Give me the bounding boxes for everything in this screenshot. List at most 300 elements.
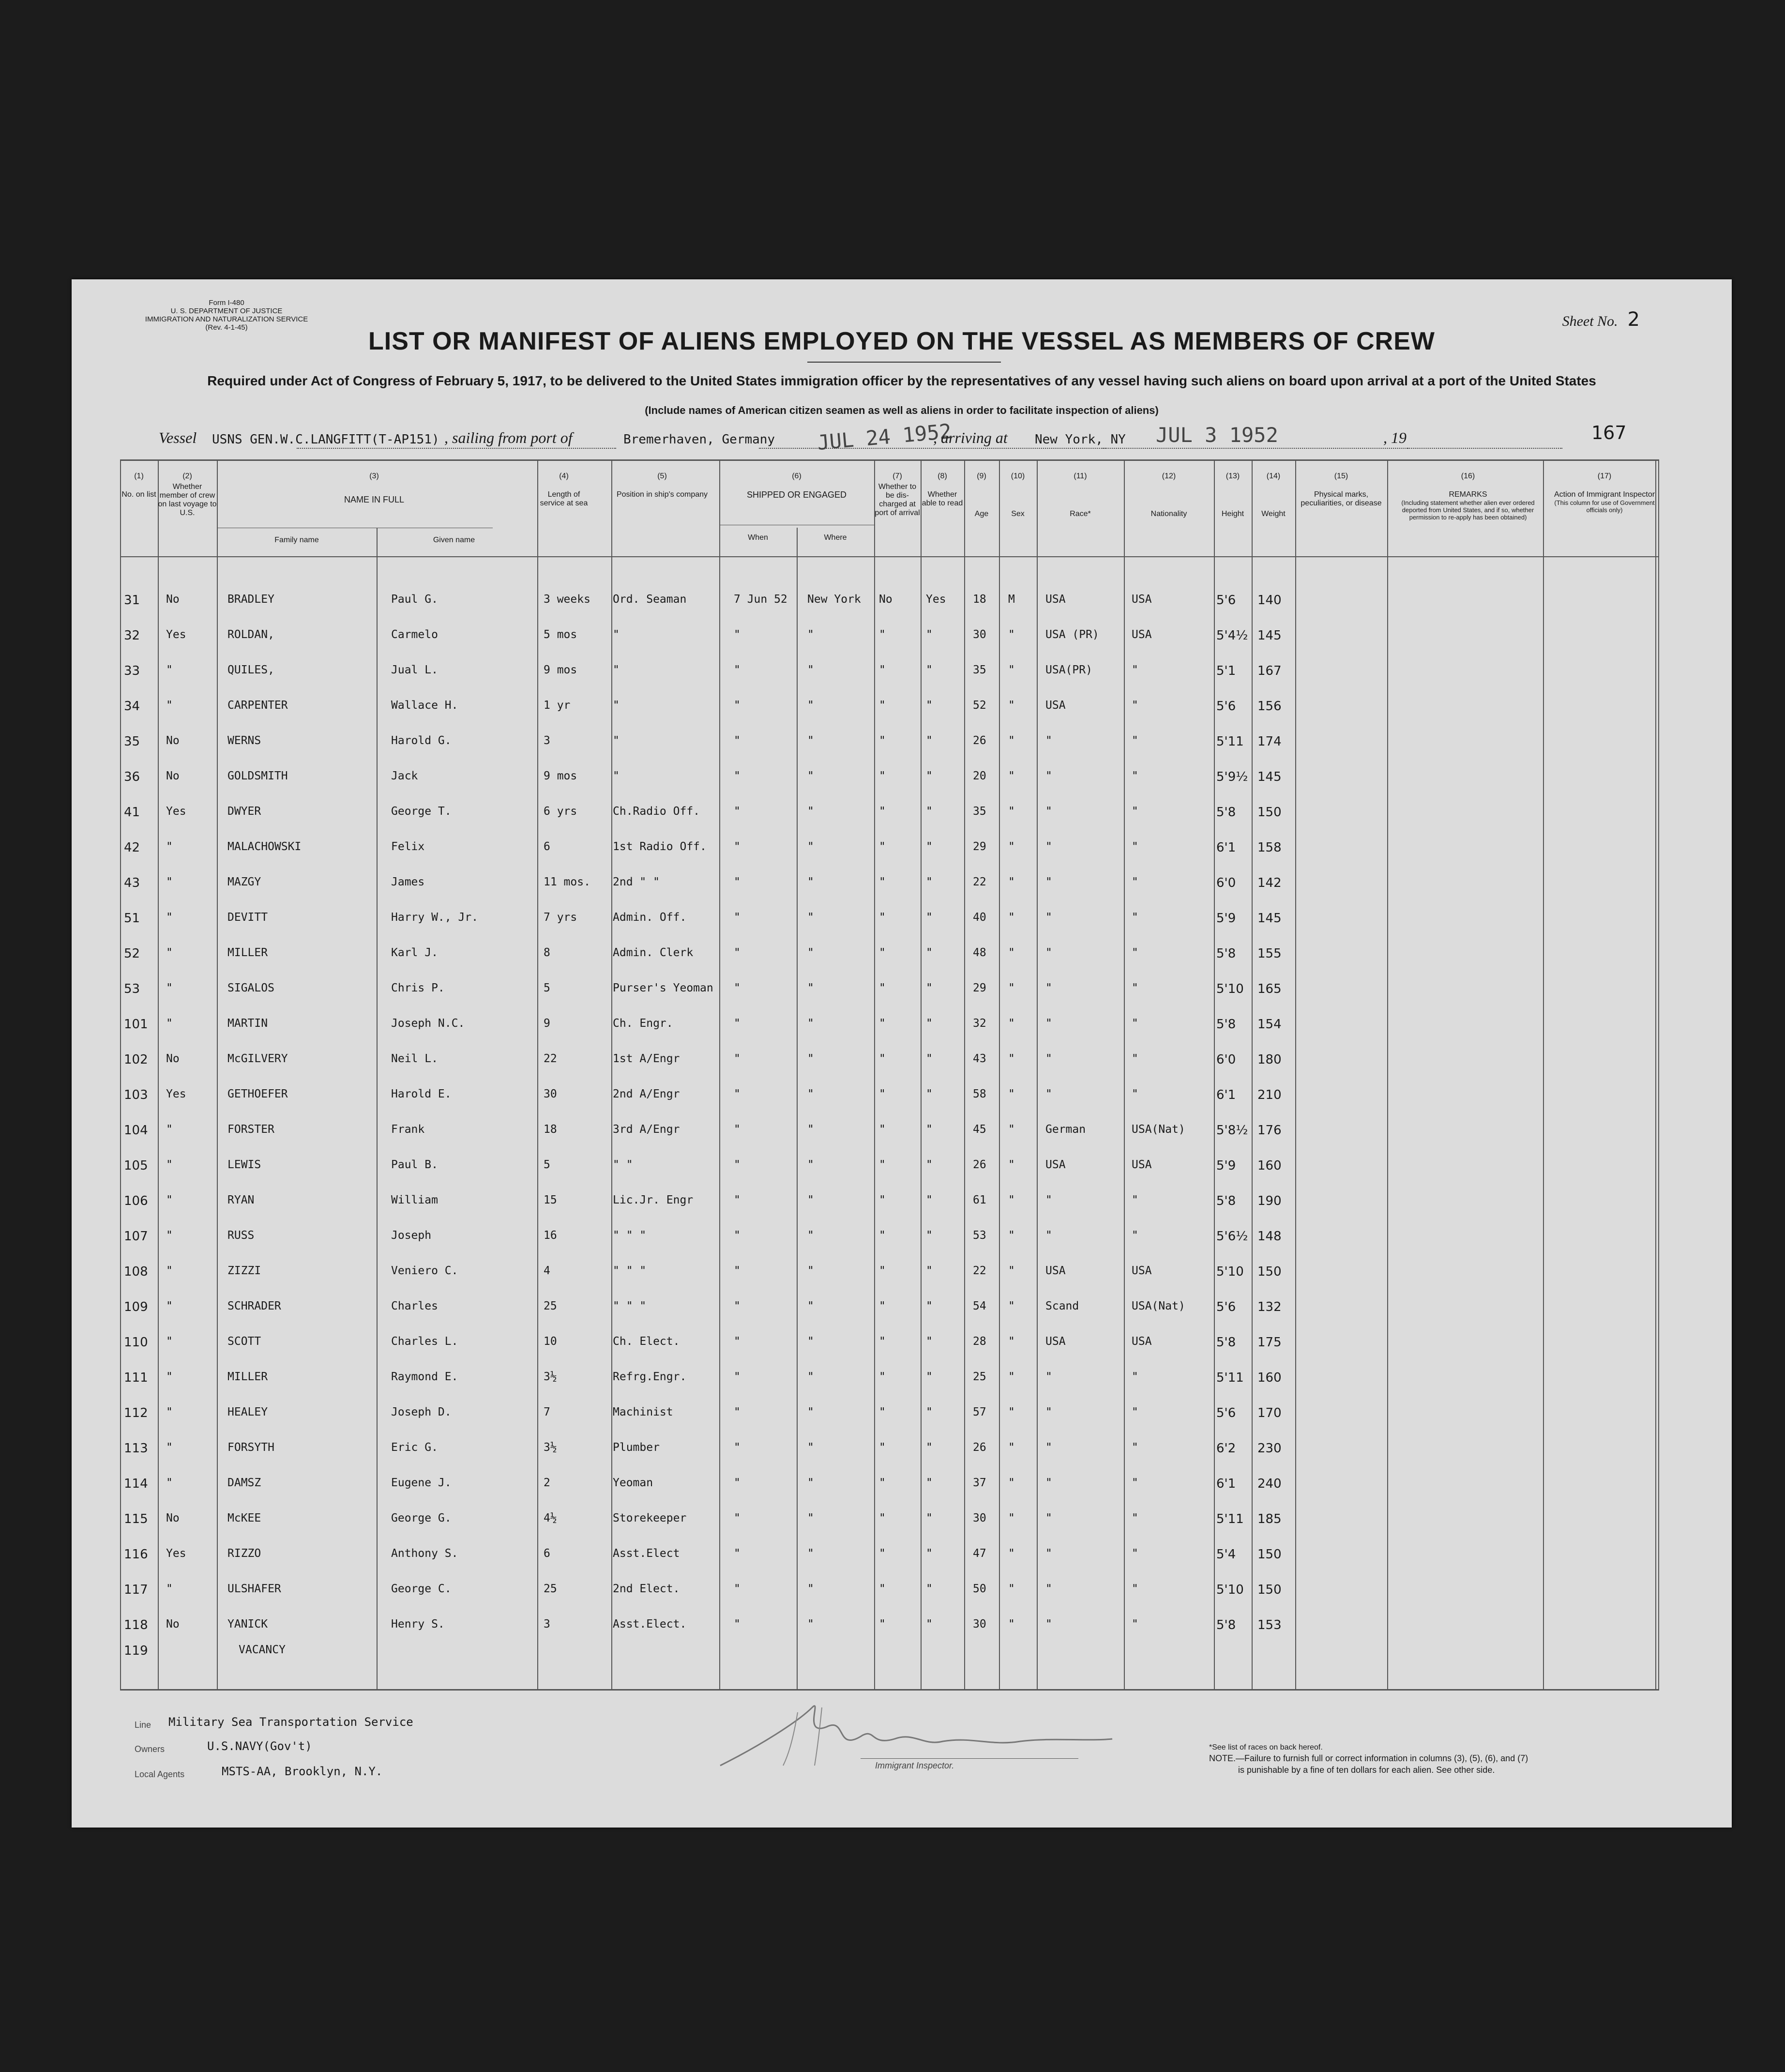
cell-when: " — [734, 876, 741, 888]
cell-sex: " — [1008, 1512, 1015, 1524]
cell-family-name: ROLDAN, — [227, 628, 274, 641]
cell-no: 36 — [124, 770, 140, 784]
cell-when: " — [734, 911, 741, 924]
cell-read: " — [926, 1477, 933, 1489]
cell-race: " — [1045, 946, 1052, 959]
cell-no: 33 — [124, 664, 140, 678]
cell-service: 2 — [544, 1477, 550, 1489]
cell-when: " — [734, 1052, 741, 1065]
cell-family-name: GOLDSMITH — [227, 770, 288, 782]
cell-prev-voyage: " — [166, 1017, 173, 1030]
cell-weight: 150 — [1257, 1265, 1282, 1279]
cell-height: 5'9 — [1216, 911, 1236, 926]
cell-where: " — [807, 664, 814, 676]
cell-no: 109 — [124, 1300, 148, 1314]
cell-height: 6'0 — [1216, 876, 1236, 890]
cell-service: 3½ — [544, 1441, 557, 1454]
signature-line — [861, 1758, 1078, 1759]
cell-where: " — [807, 1088, 814, 1100]
cell-nationality: " — [1132, 911, 1138, 924]
cell-no: 32 — [124, 628, 140, 643]
cell-position: Ord. Seaman — [613, 593, 687, 606]
cell-when: " — [734, 628, 741, 641]
cell-given-name: James — [391, 876, 425, 888]
cell-position: Ch.Radio Off. — [613, 805, 700, 818]
cell-race: " — [1045, 1052, 1052, 1065]
cell-prev-voyage: No — [166, 1618, 180, 1630]
header-inspector-action-label: Action of Immigrant Inspector — [1554, 490, 1655, 499]
cell-family-name: SIGALOS — [227, 982, 274, 994]
cell-when: " — [734, 1583, 741, 1595]
cell-race: USA(PR) — [1045, 664, 1092, 676]
cell-height: 5'8½ — [1216, 1123, 1248, 1138]
cell-height: 5'1 — [1216, 664, 1236, 678]
cell-position: " — [613, 628, 620, 641]
cell-given-name: George G. — [391, 1512, 452, 1524]
header-weight — [1252, 472, 1295, 518]
penalty-note-cont: is punishable by a fine of ten dollars for each alien. See other side. — [1238, 1765, 1495, 1775]
cell-where: " — [807, 1194, 814, 1206]
cell-service: 5 — [544, 1158, 550, 1171]
cell-read: " — [926, 911, 933, 924]
cell-height: 5'8 — [1216, 805, 1236, 820]
cell-nationality: " — [1132, 699, 1138, 712]
cell-given-name: Paul G. — [391, 593, 438, 606]
cell-weight: 174 — [1257, 734, 1282, 749]
cell-sex: " — [1008, 628, 1015, 641]
cell-position: 2nd " " — [613, 876, 660, 888]
cell-when: " — [734, 1158, 741, 1171]
header-weight-num: (14) — [1266, 472, 1281, 480]
cell-no: 105 — [124, 1158, 148, 1173]
cell-when: " — [734, 1123, 741, 1136]
cell-sex: " — [1008, 1406, 1015, 1418]
cell-family-name: RIZZO — [227, 1547, 261, 1560]
cell-position: " — [613, 734, 620, 747]
cell-read: " — [926, 982, 933, 994]
title-rule — [807, 362, 1001, 363]
cell-where: " — [807, 1406, 814, 1418]
cell-where: New York — [807, 593, 861, 606]
cell-race: " — [1045, 1583, 1052, 1595]
cell-no: 34 — [124, 699, 140, 714]
line-value: Military Sea Transportation Service — [168, 1715, 413, 1729]
cell-prev-voyage: Yes — [166, 1547, 186, 1560]
cell-service: 25 — [544, 1583, 557, 1595]
cell-nationality: USA — [1132, 628, 1152, 641]
cell-height: 5'11 — [1216, 1371, 1244, 1385]
cell-age: 29 — [973, 982, 986, 994]
cell-prev-voyage: Yes — [166, 1088, 186, 1100]
cell-when: " — [734, 1300, 741, 1312]
manifest-sheet — [72, 279, 1732, 1828]
cell-no: 102 — [124, 1052, 148, 1067]
cell-nationality: " — [1132, 946, 1138, 959]
cell-weight: 185 — [1257, 1512, 1282, 1526]
form-department: U. S. DEPARTMENT OF JUSTICE — [170, 307, 283, 315]
cell-given-name: Joseph N.C. — [391, 1017, 465, 1030]
header-race — [1037, 472, 1124, 518]
form-service: IMMIGRATION AND NATURALIZATION SERVICE — [145, 315, 308, 323]
header-prev-voyage-label: Whether member of crew on last voyage to U.S. — [158, 483, 217, 517]
cell-height: 5'10 — [1216, 1583, 1244, 1597]
cell-read: " — [926, 1512, 933, 1524]
header-sex-num: (10) — [1011, 472, 1025, 480]
cell-discharged: " — [879, 1547, 886, 1560]
cell-weight: 160 — [1257, 1158, 1282, 1173]
column-rule — [797, 528, 798, 1689]
cell-sex: " — [1008, 982, 1015, 994]
cell-prev-voyage: " — [166, 1229, 173, 1242]
cell-race: " — [1045, 1406, 1052, 1418]
cell-when: " — [734, 840, 741, 853]
cell-weight: 148 — [1257, 1229, 1282, 1244]
cell-discharged: " — [879, 840, 886, 853]
cell-nationality: " — [1132, 770, 1138, 782]
cell-read: " — [926, 1300, 933, 1312]
cell-nationality: " — [1132, 1194, 1138, 1206]
cell-sex: " — [1008, 1229, 1015, 1242]
cell-height: 5'8 — [1216, 1335, 1236, 1350]
cell-service: 9 — [544, 1017, 550, 1030]
cell-where: " — [807, 1512, 814, 1524]
header-race-label: Race* — [1070, 510, 1091, 518]
cell-position: Plumber — [613, 1441, 660, 1454]
cell-weight: 160 — [1257, 1371, 1282, 1385]
cell-weight: 210 — [1257, 1088, 1282, 1102]
header-read-num: (8) — [938, 472, 947, 480]
header-remarks-label: REMARKS — [1449, 490, 1487, 499]
cell-family-name: MALACHOWSKI — [227, 840, 302, 853]
header-where: Where — [824, 533, 847, 542]
cell-age: 50 — [973, 1583, 986, 1595]
cell-discharged: " — [879, 770, 886, 782]
column-rule — [611, 459, 612, 1689]
cell-family-name: QUILES, — [227, 664, 274, 676]
cell-race: USA — [1045, 1265, 1066, 1277]
cell-family-name: VACANCY — [239, 1644, 286, 1656]
cell-read: " — [926, 664, 933, 676]
cell-age: 47 — [973, 1547, 986, 1560]
cell-where: " — [807, 1441, 814, 1454]
cell-when: " — [734, 770, 741, 782]
cell-given-name: Chris P. — [391, 982, 445, 994]
cell-read: " — [926, 1441, 933, 1454]
cell-race: USA (PR) — [1045, 628, 1099, 641]
cell-nationality: USA(Nat) — [1132, 1123, 1185, 1136]
column-rule — [1124, 459, 1125, 1689]
cell-sex: " — [1008, 876, 1015, 888]
cell-sex: " — [1008, 1300, 1015, 1312]
cell-family-name: DWYER — [227, 805, 261, 818]
cell-when: " — [734, 1088, 741, 1100]
cell-family-name: ULSHAFER — [227, 1583, 281, 1595]
cell-age: 58 — [973, 1088, 986, 1100]
vessel-label: Vessel — [159, 429, 197, 446]
page-title: LIST OR MANIFEST OF ALIENS EMPLOYED ON THE VESSEL AS MEMBERS OF CREW — [368, 327, 1435, 355]
cell-discharged: " — [879, 1158, 886, 1171]
cell-family-name: FORSYTH — [227, 1441, 274, 1454]
sheet-number-label: Sheet No. — [1562, 313, 1618, 329]
cell-race: " — [1045, 1512, 1052, 1524]
cell-height: 5'6 — [1216, 1300, 1236, 1314]
header-read — [921, 472, 964, 508]
header-physical-marks-label: Physical marks, peculiarities, or disease — [1301, 490, 1382, 507]
cell-position: Asst.Elect. — [613, 1618, 687, 1630]
cell-age: 54 — [973, 1300, 986, 1312]
cell-read: " — [926, 876, 933, 888]
header-shipped-num: (6) — [792, 472, 802, 480]
cell-no: 114 — [124, 1477, 148, 1491]
header-shipped — [719, 472, 874, 499]
column-rule — [874, 459, 875, 1689]
cell-given-name: Harry W., Jr. — [391, 911, 479, 924]
cell-when: " — [734, 1371, 741, 1383]
cell-race: " — [1045, 1441, 1052, 1454]
cell-discharged: " — [879, 1088, 886, 1100]
cell-race: " — [1045, 1229, 1052, 1242]
cell-no: 119 — [124, 1644, 148, 1658]
cell-age: 20 — [973, 770, 986, 782]
cell-age: 26 — [973, 1158, 986, 1171]
column-rule — [921, 459, 922, 1689]
cell-no: 52 — [124, 946, 140, 961]
cell-no: 106 — [124, 1194, 148, 1208]
column-rule — [120, 459, 121, 1689]
cell-discharged: No — [879, 593, 892, 606]
cell-race: " — [1045, 1017, 1052, 1030]
cell-read: " — [926, 734, 933, 747]
cell-age: 22 — [973, 1265, 986, 1277]
cell-given-name: Joseph D. — [391, 1406, 452, 1418]
form-number: Form I-480 — [209, 299, 244, 307]
cell-age: 26 — [973, 734, 986, 747]
cell-discharged: " — [879, 664, 886, 676]
cell-weight: 154 — [1257, 1017, 1282, 1032]
cell-age: 37 — [973, 1477, 986, 1489]
column-rule — [999, 459, 1000, 1689]
cell-position: Lic.Jr. Engr — [613, 1194, 694, 1206]
cell-position: " — [613, 664, 620, 676]
cell-discharged: " — [879, 805, 886, 818]
cell-height: 5'9 — [1216, 1158, 1236, 1173]
cell-service: 15 — [544, 1194, 557, 1206]
cell-no: 104 — [124, 1123, 148, 1138]
cell-nationality: " — [1132, 1088, 1138, 1100]
header-weight-label: Weight — [1261, 510, 1286, 518]
header-sex-label: Sex — [1011, 510, 1025, 518]
cell-prev-voyage: No — [166, 1052, 180, 1065]
line-label: Line — [135, 1720, 151, 1730]
header-name-label: NAME IN FULL — [344, 495, 405, 504]
agents-value: MSTS-AA, Brooklyn, N.Y. — [222, 1765, 383, 1778]
header-height — [1214, 472, 1252, 518]
header-remarks-sub: (Including statement whether alien ever ordered deported from United States, and if so, whether permission to re-apply has been obtained) — [1401, 499, 1535, 521]
cell-given-name: Harold G. — [391, 734, 452, 747]
cell-race: " — [1045, 770, 1052, 782]
cell-where: " — [807, 1618, 814, 1630]
cell-discharged: " — [879, 699, 886, 712]
cell-family-name: McKEE — [227, 1512, 261, 1524]
page-subtitle-note: (Include names of American citizen seamen as well as aliens in order to facilitate inspection of aliens) — [645, 404, 1159, 416]
cell-read: " — [926, 1335, 933, 1348]
cell-given-name: Raymond E. — [391, 1371, 458, 1383]
cell-race: " — [1045, 1618, 1052, 1630]
cell-read: " — [926, 770, 933, 782]
header-given-name: Given name — [433, 536, 475, 544]
header-read-label: Whether able to read — [922, 490, 963, 507]
cell-read: " — [926, 1547, 933, 1560]
owners-value: U.S.NAVY(Gov't) — [207, 1739, 312, 1753]
cell-prev-voyage: " — [166, 664, 173, 676]
cell-nationality: " — [1132, 1229, 1138, 1242]
cell-no: 113 — [124, 1441, 148, 1456]
cell-nationality: " — [1132, 1547, 1138, 1560]
year-label: , 19 — [1383, 429, 1407, 446]
column-rule — [217, 459, 218, 1689]
table-top-rule — [120, 459, 1659, 461]
cell-position: 2nd Elect. — [613, 1583, 680, 1595]
cell-height: 6'2 — [1216, 1441, 1236, 1456]
cell-position: Storekeeper — [613, 1512, 687, 1524]
cell-nationality: " — [1132, 1371, 1138, 1383]
cell-position: Ch. Engr. — [613, 1017, 673, 1030]
cell-prev-voyage: " — [166, 1158, 173, 1171]
cell-read: " — [926, 1583, 933, 1595]
cell-age: 25 — [973, 1371, 986, 1383]
cell-no: 118 — [124, 1618, 148, 1632]
cell-discharged: " — [879, 876, 886, 888]
cell-prev-voyage: Yes — [166, 628, 186, 641]
header-nationality-label: Nationality — [1150, 510, 1187, 518]
header-position-label: Position in ship's company — [616, 490, 708, 499]
cell-sex: " — [1008, 840, 1015, 853]
cell-where: " — [807, 1583, 814, 1595]
cell-sex: " — [1008, 1583, 1015, 1595]
cell-where: " — [807, 1371, 814, 1383]
cell-discharged: " — [879, 982, 886, 994]
cell-no: 101 — [124, 1017, 148, 1032]
cell-position: " — [613, 699, 620, 712]
cell-read: " — [926, 1123, 933, 1136]
cell-discharged: " — [879, 1123, 886, 1136]
cell-discharged: " — [879, 1300, 886, 1312]
cell-sex: " — [1008, 1547, 1015, 1560]
header-no-label: No. on list — [121, 490, 156, 499]
cell-read: " — [926, 805, 933, 818]
header-shipped-label: SHIPPED OR ENGAGED — [746, 490, 847, 500]
cell-sex: " — [1008, 734, 1015, 747]
cell-weight: 180 — [1257, 1052, 1282, 1067]
cell-no: 111 — [124, 1371, 148, 1385]
cell-prev-voyage: " — [166, 699, 173, 712]
header-inspector-action-num: (17) — [1597, 472, 1612, 480]
cell-height: 5'6 — [1216, 593, 1236, 608]
cell-age: 26 — [973, 1441, 986, 1454]
cell-discharged: " — [879, 1229, 886, 1242]
cell-service: 7 — [544, 1406, 550, 1418]
cell-when: " — [734, 1441, 741, 1454]
header-nationality — [1124, 472, 1214, 518]
cell-prev-voyage: " — [166, 1371, 173, 1383]
cell-read: " — [926, 1194, 933, 1206]
cell-service: 1 yr — [544, 699, 571, 712]
cell-nationality: " — [1132, 1017, 1138, 1030]
cell-prev-voyage: " — [166, 1300, 173, 1312]
cell-when: " — [734, 805, 741, 818]
header-position — [611, 472, 713, 499]
cell-sex: " — [1008, 770, 1015, 782]
cell-no: 116 — [124, 1547, 148, 1562]
cell-family-name: McGILVERY — [227, 1052, 288, 1065]
cell-position: " " " — [613, 1265, 647, 1277]
cell-family-name: CARPENTER — [227, 699, 288, 712]
cell-sex: " — [1008, 1194, 1015, 1206]
cell-no: 41 — [124, 805, 140, 820]
cell-where: " — [807, 770, 814, 782]
cell-when: " — [734, 1017, 741, 1030]
cell-when: " — [734, 1512, 741, 1524]
cell-sex: " — [1008, 1477, 1015, 1489]
cell-prev-voyage: " — [166, 1441, 173, 1454]
cell-read: " — [926, 1052, 933, 1065]
cell-where: " — [807, 699, 814, 712]
cell-discharged: " — [879, 1052, 886, 1065]
cell-given-name: Karl J. — [391, 946, 438, 959]
cell-where: " — [807, 628, 814, 641]
cell-height: 5'8 — [1216, 1194, 1236, 1208]
cell-weight: 132 — [1257, 1300, 1282, 1314]
cell-read: " — [926, 946, 933, 959]
cell-discharged: " — [879, 1265, 886, 1277]
cell-discharged: " — [879, 734, 886, 747]
cell-race: USA — [1045, 699, 1066, 712]
cell-position: Yeoman — [613, 1477, 653, 1489]
cell-weight: 230 — [1257, 1441, 1282, 1456]
header-service-num: (4) — [559, 472, 569, 480]
cell-position: " " " — [613, 1300, 647, 1312]
cell-position: " " — [613, 1158, 633, 1171]
header-age-label: Age — [974, 510, 989, 518]
cell-position: 3rd A/Engr — [613, 1123, 680, 1136]
cell-discharged: " — [879, 946, 886, 959]
column-rule — [1658, 459, 1659, 1689]
cell-no: 51 — [124, 911, 140, 926]
cell-no: 53 — [124, 982, 140, 996]
cell-where: " — [807, 1158, 814, 1171]
cell-family-name: SCHRADER — [227, 1300, 281, 1312]
cell-position: Admin. Off. — [613, 911, 687, 924]
cell-race: USA — [1045, 593, 1066, 606]
cell-no: 112 — [124, 1406, 148, 1420]
cell-race: USA — [1045, 1158, 1066, 1171]
cell-age: 45 — [973, 1123, 986, 1136]
cell-height: 6'1 — [1216, 1088, 1236, 1102]
cell-height: 5'6 — [1216, 699, 1236, 714]
cell-prev-voyage: " — [166, 1194, 173, 1206]
cell-where: " — [807, 1052, 814, 1065]
cell-height: 5'9½ — [1216, 770, 1248, 784]
cell-given-name: Joseph — [391, 1229, 432, 1242]
cell-given-name: Felix — [391, 840, 425, 853]
cell-race: " — [1045, 734, 1052, 747]
cell-discharged: " — [879, 1406, 886, 1418]
header-height-num: (13) — [1225, 472, 1240, 480]
cell-family-name: BRADLEY — [227, 593, 274, 606]
header-nationality-num: (12) — [1162, 472, 1176, 480]
cell-given-name: Harold E. — [391, 1088, 452, 1100]
header-family-name: Family name — [274, 536, 319, 544]
